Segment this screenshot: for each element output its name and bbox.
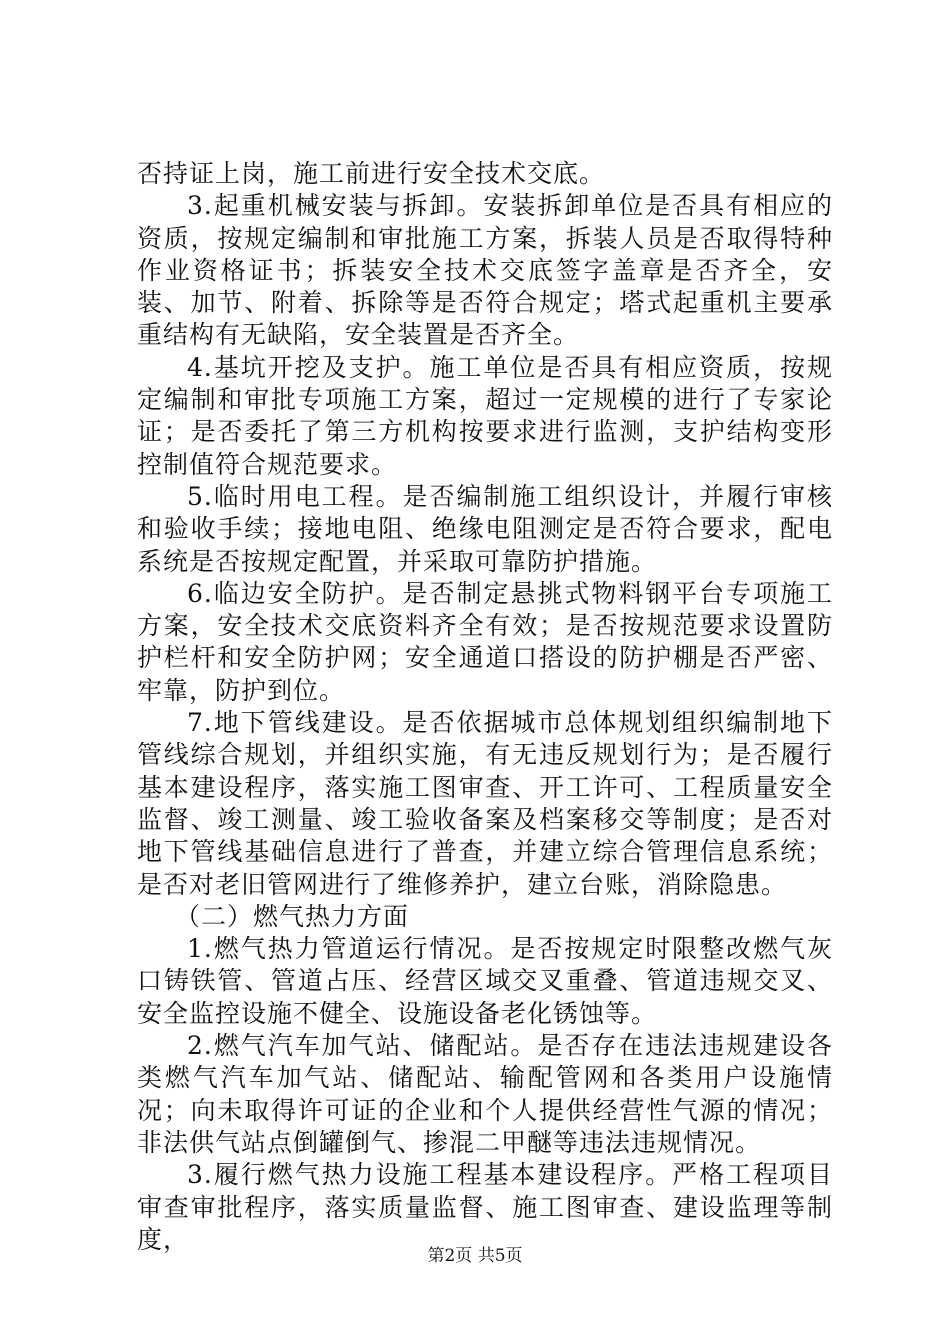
paragraph-gas-item-1: 1.燃气热力管道运行情况。是否按规定时限整改燃气灰口铸铁管、管道占压、经营区域交叉重叠、管道违规交叉、安全监控设施不健全、设施设备老化锈蚀等。 (137, 934, 833, 1028)
paragraph-item-5: 5.临时用电工程。是否编制施工组织设计，并履行审核和验收手续；接地电阻、绝缘电阻测定是否符合要求，配电系统是否按规定配置，并采取可靠防护措施。 (137, 481, 833, 576)
paragraph-item-3: 3.起重机械安装与拆卸。安装拆卸单位是否具有相应的资质，按规定编制和审批施工方案，拆装人员是否取得特种作业资格证书；拆装安全技术交底签字盖章是否齐全，安装、加节、附着、拆除等是否符合规定；塔式起重机主要承重结构有无缺陷，安全装置是否齐全。 (137, 191, 833, 350)
document-body (137, 158, 833, 1256)
paragraph-item-6: 6.临边安全防护。是否制定悬挑式物料钢平台专项施工方案，安全技术交底资料齐全有效；是否按规范要求设置防护栏杆和安全防护网；安全通道口搭设的防护棚是否严密、牢靠，防护到位。 (137, 578, 833, 705)
paragraph-gas-item-3: 3.履行燃气热力设施工程基本建设程序。严格工程项目审查审批程序，落实质量监督、施工图审查、建设监理等制度， (137, 1160, 833, 1254)
page-footer (0, 1245, 950, 1267)
section-heading-gas-heating: （二）燃气热力方面 (175, 901, 410, 931)
paragraph-item-4: 4.基坑开挖及支护。施工单位是否具有相应资质，按规定编制和审批专项施工方案，超过一定规模的进行了专家论证；是否委托了第三方机构按要求进行监测，支护结构变形控制值符合规范要求。 (137, 352, 833, 479)
paragraph-gas-item-2: 2.燃气汽车加气站、储配站。是否存在违法违规建设各类燃气汽车加气站、储配站、输配管网和各类用户设施情况；向未取得许可证的企业和个人提供经营性气源的情况；非法供气站点倒罐倒气、掺混二甲醚等违法违规情况。 (137, 1031, 833, 1157)
paragraph-item-7: 7.地下管线建设。是否依据城市总体规划组织编制地下管线综合规划，并组织实施，有无违反规划行为；是否履行基本建设程序，落实施工图审查、开工许可、工程质量安全监督、竣工测量、竣工验收备案及档案移交等制度；是否对地下管线基础信息进行了普查，并建立综合管理信息系统；是否对老旧管网进行了维修养护，建立台账，消除隐患。 (137, 708, 833, 899)
page-number-label: 第2页 共5页 (427, 1246, 523, 1266)
paragraph-continuation: 否持证上岗，施工前进行安全技术交底。 (137, 159, 606, 188)
